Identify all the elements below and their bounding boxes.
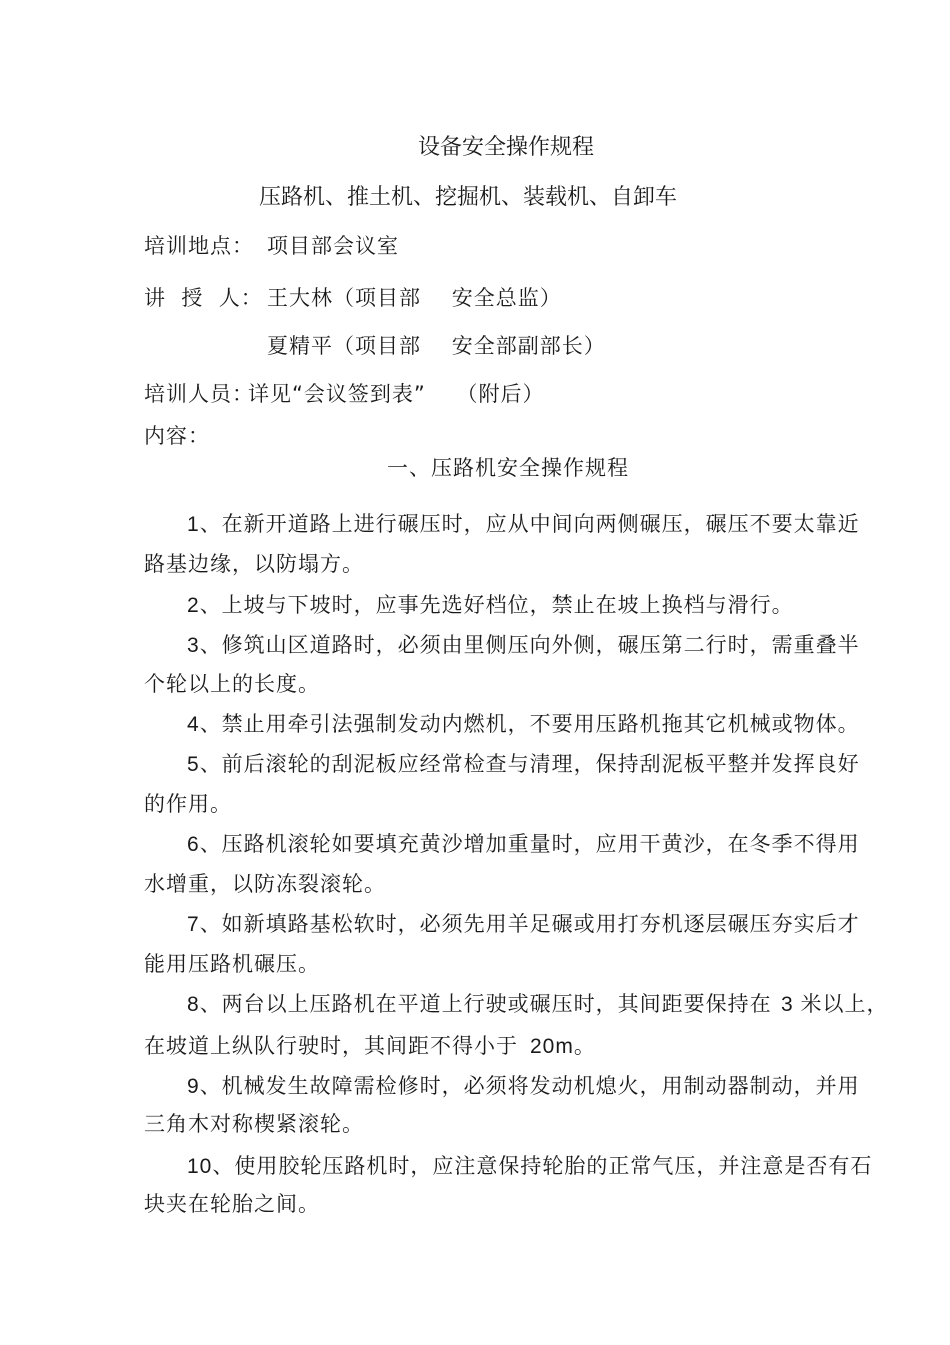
rule-9-line-1 xyxy=(187,1070,860,1100)
rule-8-line-2: 在坡道上纵队行驶时，其间距不得小于 xyxy=(144,1034,518,1058)
location-label: 培训地点： xyxy=(144,234,254,258)
rule-text: 、使用胶轮压路机时，应注意保持轮胎的正常气压，并注意是否有石 xyxy=(212,1154,873,1178)
rule-text: 、在新开道路上进行碾压时，应从中间向两侧碾压，碾压不要太靠近 xyxy=(199,512,860,536)
rule-text: 、如新填路基松软时，必须先用羊足碾或用打夯机逐层碾压夯实后才 xyxy=(199,912,860,936)
rule-number: 4 xyxy=(187,713,200,736)
rule-4-line-1 xyxy=(187,708,860,738)
rule-3-line-1 xyxy=(187,629,860,659)
rule-text: 、上坡与下坡时，应事先选好档位，禁止在坡上换档与滑行。 xyxy=(199,593,794,617)
rule-9-line-2: 三角木对称楔紧滚轮。 xyxy=(144,1112,364,1136)
rule-10-line-2: 块夹在轮胎之间。 xyxy=(144,1192,320,1216)
rule-number: 1 xyxy=(187,513,200,536)
trainees-label: 培训人员： xyxy=(144,382,254,406)
rule-number: 9 xyxy=(187,1075,200,1098)
rule-1-line-1 xyxy=(187,508,860,538)
rule-text: 、修筑山区道路时，必须由里侧压向外侧，碾压第二行时，需重叠半 xyxy=(199,633,860,657)
rule-6-line-2: 水增重，以防冻裂滚轮。 xyxy=(144,872,386,896)
rule-text: 、前后滚轮的刮泥板应经常检查与清理，保持刮泥板平整并发挥良好 xyxy=(199,752,860,776)
rule-8-line-1 xyxy=(187,988,772,1018)
rule-2-line-1 xyxy=(187,589,794,619)
rule-text: 、禁止用牵引法强制发动内燃机，不要用压路机拖其它机械或物体。 xyxy=(199,712,860,736)
rule-text: 、机械发生故障需检修时，必须将发动机熄火，用制动器制动，并用 xyxy=(199,1074,860,1098)
rule-number: 3 xyxy=(187,634,200,657)
rule-1-line-2: 路基边缘，以防塌方。 xyxy=(144,552,364,576)
rule-5-line-2: 的作用。 xyxy=(144,792,232,816)
rule-number: 8 xyxy=(187,993,200,1016)
rule-3-line-2: 个轮以上的长度。 xyxy=(144,672,320,696)
rule-7-line-2: 能用压路机碾压。 xyxy=(144,952,320,976)
section-title: 一、压路机安全操作规程 xyxy=(387,456,629,480)
rule-text: 、两台以上压路机在平道上行驶或碾压时，其间距要保持在 xyxy=(199,992,772,1016)
rule-text: 、压路机滚轮如要填充黄沙增加重量时，应用干黄沙，在冬季不得用 xyxy=(199,832,860,856)
rule-8-min-distance-value: 20m。 xyxy=(530,1035,596,1058)
lecturer-1: 王大林（项目部 安全总监） xyxy=(267,286,562,310)
rule-number: 6 xyxy=(187,833,200,856)
rule-5-line-1 xyxy=(187,748,860,778)
trainees-value: 详见“会议签到表” （附后） xyxy=(248,382,545,406)
lecturer-label: 讲 授 人： xyxy=(144,286,263,310)
doc-title: 设备安全操作规程 xyxy=(418,135,595,160)
location-value: 项目部会议室 xyxy=(267,234,399,258)
content-label: 内容： xyxy=(144,424,210,448)
rule-number: 10 xyxy=(187,1155,213,1178)
doc-subtitle: 压路机、推土机、挖掘机、装载机、自卸车 xyxy=(259,185,678,210)
rule-7-line-1 xyxy=(187,908,860,938)
rule-6-line-1 xyxy=(187,828,860,858)
rule-number: 2 xyxy=(187,594,200,617)
rule-8-distance-value: 3 米以上， xyxy=(781,993,889,1016)
lecturer-2: 夏精平（项目部 安全部副部长） xyxy=(267,334,606,358)
rule-number: 5 xyxy=(187,753,200,776)
rule-10-line-1 xyxy=(187,1150,872,1180)
rule-number: 7 xyxy=(187,913,200,936)
